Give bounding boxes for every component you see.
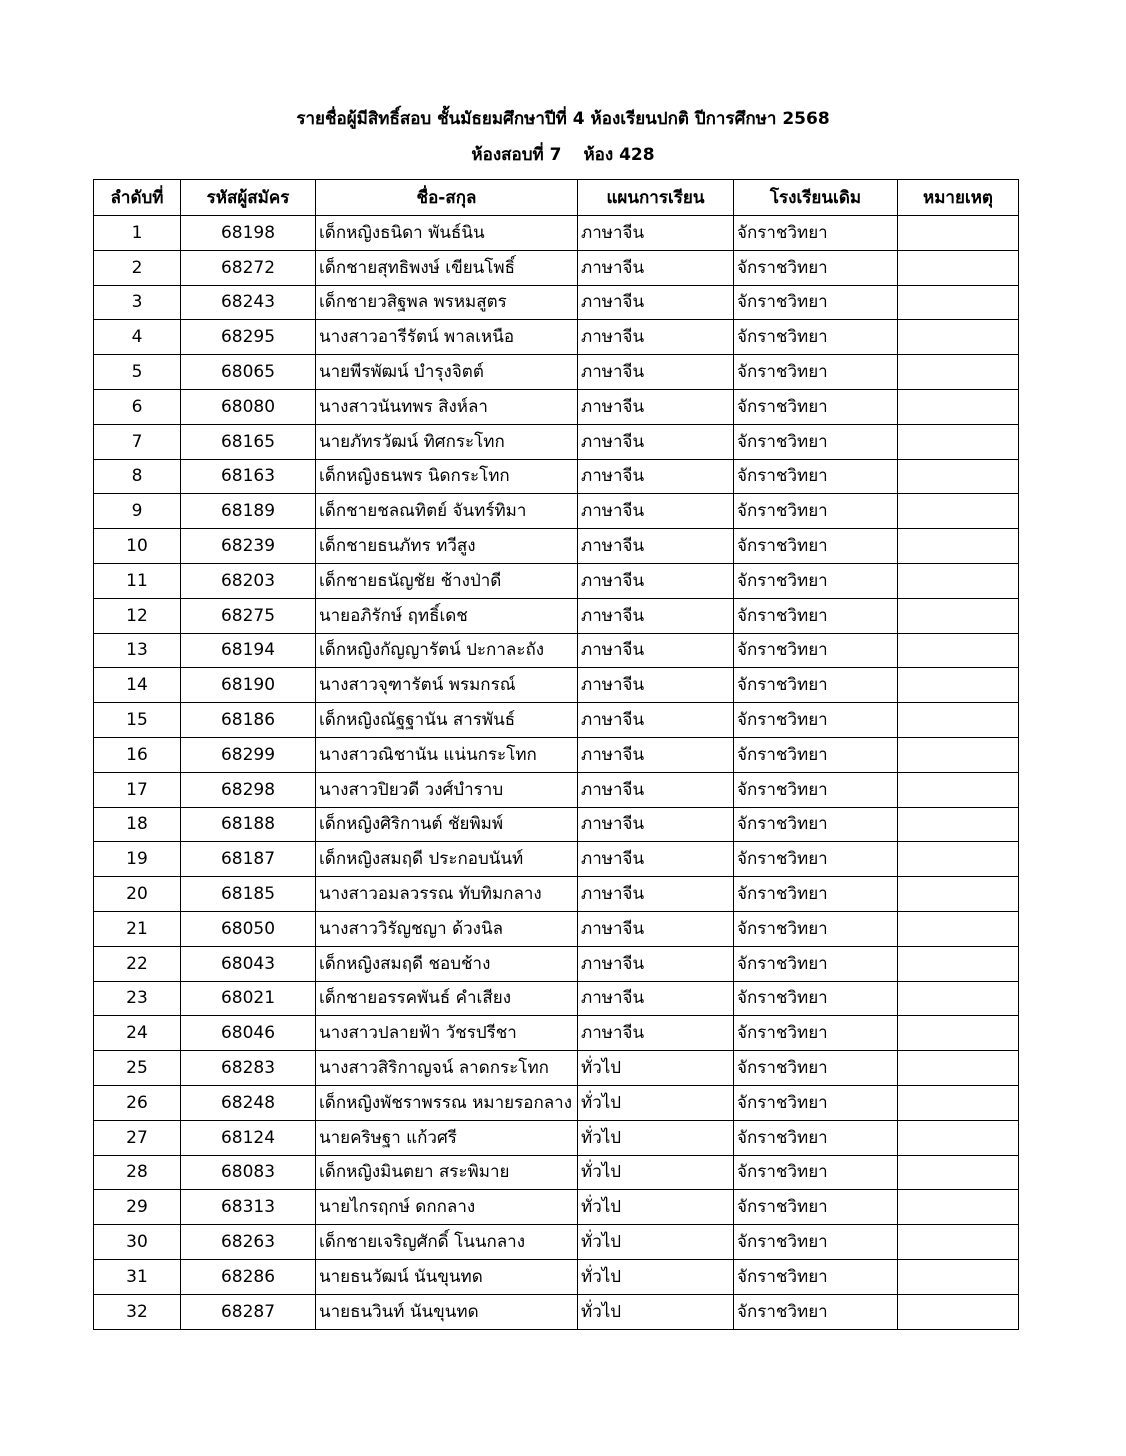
row-applicant-id-cell: 68189 [181,494,316,529]
col-header-full-name: ชื่อ-สกุล [316,180,578,216]
row-remarks-cell [898,355,1019,390]
row-remarks-cell [898,1225,1019,1260]
row-full-name-cell: เด็กหญิงพัชราพรรณ หมายรอกลาง [316,1085,578,1120]
row-order-cell: 9 [94,494,181,529]
row-previous-school-cell: จักราชวิทยา [734,772,898,807]
row-study-plan-cell: ภาษาจีน [578,250,734,285]
row-applicant-id-cell: 68065 [181,355,316,390]
row-remarks-cell [898,737,1019,772]
row-full-name-cell: เด็กหญิงสมฤดี ประกอบนันท์ [316,842,578,877]
table-row [94,563,1019,598]
row-previous-school-cell: จักราชวิทยา [734,250,898,285]
table-row [94,355,1019,390]
row-study-plan-cell: ทั่วไป [578,1259,734,1294]
row-remarks-cell [898,494,1019,529]
row-full-name-cell: เด็กชายอรรคพันธ์ คำเสียง [316,981,578,1016]
table-row [94,1294,1019,1329]
row-full-name-cell: เด็กชายชลณทิตย์ จันทร์ทิมา [316,494,578,529]
row-remarks-cell [898,877,1019,912]
row-full-name-cell: เด็กหญิงศิริกานต์ ชัยพิมพ์ [316,807,578,842]
row-applicant-id-cell: 68239 [181,529,316,564]
row-remarks-cell [898,703,1019,738]
table-row [94,1259,1019,1294]
row-previous-school-cell: จักราชวิทยา [734,1294,898,1329]
row-study-plan-cell: ภาษาจีน [578,911,734,946]
row-order-cell: 12 [94,598,181,633]
row-full-name-cell: นางสาวสิริกาญจน์ ลาดกระโทก [316,1051,578,1086]
row-order-cell: 17 [94,772,181,807]
row-order-cell: 19 [94,842,181,877]
row-remarks-cell [898,1155,1019,1190]
row-previous-school-cell: จักราชวิทยา [734,459,898,494]
row-previous-school-cell: จักราชวิทยา [734,1051,898,1086]
row-applicant-id-cell: 68165 [181,424,316,459]
table-row [94,703,1019,738]
row-applicant-id-cell: 68283 [181,1051,316,1086]
row-study-plan-cell: ภาษาจีน [578,563,734,598]
row-applicant-id-cell: 68194 [181,633,316,668]
row-remarks-cell [898,981,1019,1016]
row-full-name-cell: นางสาวอารีรัตน์ พาลเหนือ [316,320,578,355]
row-remarks-cell [898,1294,1019,1329]
row-applicant-id-cell: 68163 [181,459,316,494]
row-previous-school-cell: จักราชวิทยา [734,598,898,633]
row-order-cell: 5 [94,355,181,390]
table-row [94,459,1019,494]
row-study-plan-cell: ทั่วไป [578,1120,734,1155]
row-study-plan-cell: ภาษาจีน [578,737,734,772]
row-previous-school-cell: จักราชวิทยา [734,1085,898,1120]
row-order-cell: 25 [94,1051,181,1086]
table-row [94,389,1019,424]
row-previous-school-cell: จักราชวิทยา [734,529,898,564]
table-row [94,911,1019,946]
row-previous-school-cell: จักราชวิทยา [734,1259,898,1294]
row-full-name-cell: เด็กหญิงธนิดา พันธ์นิน [316,216,578,251]
row-previous-school-cell: จักราชวิทยา [734,1190,898,1225]
row-previous-school-cell: จักราชวิทยา [734,807,898,842]
table-row [94,946,1019,981]
table-row [94,285,1019,320]
row-previous-school-cell: จักราชวิทยา [734,494,898,529]
col-header-remarks: หมายเหตุ [898,180,1019,216]
row-study-plan-cell: ภาษาจีน [578,668,734,703]
row-applicant-id-cell: 68286 [181,1259,316,1294]
row-full-name-cell: เด็กชายเจริญศักดิ์ โนนกลาง [316,1225,578,1260]
row-applicant-id-cell: 68124 [181,1120,316,1155]
row-previous-school-cell: จักราชวิทยา [734,216,898,251]
row-applicant-id-cell: 68248 [181,1085,316,1120]
table-row [94,633,1019,668]
table-row [94,1051,1019,1086]
row-applicant-id-cell: 68275 [181,598,316,633]
row-remarks-cell [898,668,1019,703]
table-row [94,250,1019,285]
row-order-cell: 6 [94,389,181,424]
table-row [94,668,1019,703]
row-full-name-cell: นายอภิรักษ์ ฤทธิ์เดช [316,598,578,633]
row-applicant-id-cell: 68187 [181,842,316,877]
row-remarks-cell [898,563,1019,598]
row-applicant-id-cell: 68313 [181,1190,316,1225]
row-study-plan-cell: ภาษาจีน [578,877,734,912]
row-study-plan-cell: ทั่วไป [578,1294,734,1329]
row-applicant-id-cell: 68203 [181,563,316,598]
row-full-name-cell: นางสาววิรัญชญา ด้วงนิล [316,911,578,946]
row-applicant-id-cell: 68083 [181,1155,316,1190]
table-row [94,1085,1019,1120]
row-applicant-id-cell: 68021 [181,981,316,1016]
row-study-plan-cell: ทั่วไป [578,1085,734,1120]
row-previous-school-cell: จักราชวิทยา [734,668,898,703]
row-order-cell: 29 [94,1190,181,1225]
row-full-name-cell: นายธนวินท์ นันขุนทด [316,1294,578,1329]
row-order-cell: 26 [94,1085,181,1120]
row-study-plan-cell: ภาษาจีน [578,1016,734,1051]
row-order-cell: 24 [94,1016,181,1051]
row-previous-school-cell: จักราชวิทยา [734,1016,898,1051]
row-remarks-cell [898,911,1019,946]
row-full-name-cell: เด็กหญิงสมฤดี ชอบช้าง [316,946,578,981]
table-row [94,981,1019,1016]
row-order-cell: 8 [94,459,181,494]
row-full-name-cell: เด็กหญิงมินตยา สระพิมาย [316,1155,578,1190]
row-study-plan-cell: ภาษาจีน [578,598,734,633]
row-previous-school-cell: จักราชวิทยา [734,911,898,946]
table-row [94,1155,1019,1190]
row-order-cell: 16 [94,737,181,772]
row-applicant-id-cell: 68263 [181,1225,316,1260]
col-header-previous-school: โรงเรียนเดิม [734,180,898,216]
row-remarks-cell [898,1051,1019,1086]
row-study-plan-cell: ภาษาจีน [578,842,734,877]
row-full-name-cell: นางสาวณิชานัน แน่นกระโทก [316,737,578,772]
table-row [94,877,1019,912]
row-study-plan-cell: ทั่วไป [578,1051,734,1086]
row-order-cell: 21 [94,911,181,946]
table-row [94,494,1019,529]
row-applicant-id-cell: 68188 [181,807,316,842]
row-previous-school-cell: จักราชวิทยา [734,1225,898,1260]
row-remarks-cell [898,424,1019,459]
row-remarks-cell [898,1120,1019,1155]
row-order-cell: 10 [94,529,181,564]
row-study-plan-cell: ภาษาจีน [578,459,734,494]
row-study-plan-cell: ทั่วไป [578,1155,734,1190]
row-remarks-cell [898,285,1019,320]
row-full-name-cell: นางสาวปลายฟ้า วัชรปรีชา [316,1016,578,1051]
row-order-cell: 13 [94,633,181,668]
row-full-name-cell: เด็กชายธนภัทร ทวีสูง [316,529,578,564]
row-study-plan-cell: ภาษาจีน [578,981,734,1016]
row-order-cell: 4 [94,320,181,355]
row-previous-school-cell: จักราชวิทยา [734,842,898,877]
row-remarks-cell [898,389,1019,424]
table-row [94,737,1019,772]
table-header-row [94,180,1019,216]
row-full-name-cell: นางสาวนันทพร สิงห์ลา [316,389,578,424]
row-remarks-cell [898,1085,1019,1120]
col-header-study-plan: แผนการเรียน [578,180,734,216]
exam-room-number: ห้องสอบที่ 7 [471,145,562,165]
row-study-plan-cell: ภาษาจีน [578,633,734,668]
row-study-plan-cell: ทั่วไป [578,1225,734,1260]
row-remarks-cell [898,807,1019,842]
row-study-plan-cell: ภาษาจีน [578,285,734,320]
row-remarks-cell [898,1259,1019,1294]
document-title: รายชื่อผู้มีสิทธิ์สอบ ชั้นมัธยมศึกษาปีที่ 4 ห้องเรียนปกติ ปีการศึกษา 2568 [296,109,830,129]
candidate-table [93,179,1019,1330]
row-full-name-cell: นายธนวัฒน์ นันขุนทด [316,1259,578,1294]
row-remarks-cell [898,529,1019,564]
row-remarks-cell [898,946,1019,981]
table-row [94,1225,1019,1260]
row-study-plan-cell: ภาษาจีน [578,216,734,251]
row-study-plan-cell: ภาษาจีน [578,703,734,738]
row-remarks-cell [898,1190,1019,1225]
row-applicant-id-cell: 68287 [181,1294,316,1329]
row-full-name-cell: นายพีรพัฒน์ บำรุงจิตต์ [316,355,578,390]
row-applicant-id-cell: 68186 [181,703,316,738]
row-remarks-cell [898,1016,1019,1051]
table-row [94,424,1019,459]
row-study-plan-cell: ภาษาจีน [578,424,734,459]
row-order-cell: 18 [94,807,181,842]
row-previous-school-cell: จักราชวิทยา [734,877,898,912]
row-previous-school-cell: จักราชวิทยา [734,633,898,668]
row-applicant-id-cell: 68272 [181,250,316,285]
row-study-plan-cell: ภาษาจีน [578,320,734,355]
table-row [94,320,1019,355]
row-study-plan-cell: ภาษาจีน [578,807,734,842]
row-applicant-id-cell: 68050 [181,911,316,946]
table-row [94,216,1019,251]
row-order-cell: 11 [94,563,181,598]
row-order-cell: 22 [94,946,181,981]
table-row [94,807,1019,842]
row-full-name-cell: นางสาวอมลวรรณ ทับทิมกลาง [316,877,578,912]
row-full-name-cell: เด็กชายธนัญชัย ช้างป่าดี [316,563,578,598]
row-full-name-cell: นายภัทรวัฒน์ ทิศกระโทก [316,424,578,459]
row-study-plan-cell: ภาษาจีน [578,946,734,981]
row-previous-school-cell: จักราชวิทยา [734,1155,898,1190]
table-row [94,1190,1019,1225]
row-order-cell: 23 [94,981,181,1016]
row-remarks-cell [898,633,1019,668]
col-header-order: ลำดับที่ [94,180,181,216]
row-full-name-cell: เด็กชายวสิฐพล พรหมสูตร [316,285,578,320]
row-full-name-cell: เด็กหญิงธนพร นิดกระโทก [316,459,578,494]
row-remarks-cell [898,320,1019,355]
row-study-plan-cell: ภาษาจีน [578,772,734,807]
row-remarks-cell [898,459,1019,494]
row-applicant-id-cell: 68295 [181,320,316,355]
row-previous-school-cell: จักราชวิทยา [734,285,898,320]
row-applicant-id-cell: 68190 [181,668,316,703]
row-study-plan-cell: ภาษาจีน [578,529,734,564]
row-applicant-id-cell: 68198 [181,216,316,251]
row-applicant-id-cell: 68046 [181,1016,316,1051]
row-order-cell: 2 [94,250,181,285]
row-order-cell: 28 [94,1155,181,1190]
row-applicant-id-cell: 68043 [181,946,316,981]
row-previous-school-cell: จักราชวิทยา [734,1120,898,1155]
row-remarks-cell [898,772,1019,807]
row-previous-school-cell: จักราชวิทยา [734,946,898,981]
row-previous-school-cell: จักราชวิทยา [734,424,898,459]
row-full-name-cell: เด็กหญิงกัญญารัตน์ ปะกาละถัง [316,633,578,668]
row-order-cell: 3 [94,285,181,320]
row-order-cell: 14 [94,668,181,703]
row-remarks-cell [898,842,1019,877]
row-applicant-id-cell: 68185 [181,877,316,912]
row-full-name-cell: เด็กหญิงณัฐฐานัน สารพันธ์ [316,703,578,738]
row-previous-school-cell: จักราชวิทยา [734,737,898,772]
col-header-applicant-id: รหัสผู้สมัคร [181,180,316,216]
row-order-cell: 31 [94,1259,181,1294]
row-full-name-cell: นายไกรฤกษ์ ดกกลาง [316,1190,578,1225]
row-order-cell: 27 [94,1120,181,1155]
row-order-cell: 32 [94,1294,181,1329]
row-study-plan-cell: ทั่วไป [578,1190,734,1225]
row-remarks-cell [898,250,1019,285]
row-remarks-cell [898,216,1019,251]
row-applicant-id-cell: 68080 [181,389,316,424]
table-row [94,1016,1019,1051]
table-row [94,529,1019,564]
row-full-name-cell: นายคริษฐา แก้วศรี [316,1120,578,1155]
row-remarks-cell [898,598,1019,633]
classroom-number: ห้อง 428 [583,145,655,165]
row-full-name-cell: นางสาวปิยวดี วงศ์บำราบ [316,772,578,807]
row-applicant-id-cell: 68299 [181,737,316,772]
row-study-plan-cell: ภาษาจีน [578,494,734,529]
table-row [94,598,1019,633]
table-row [94,772,1019,807]
row-order-cell: 15 [94,703,181,738]
row-order-cell: 20 [94,877,181,912]
row-study-plan-cell: ภาษาจีน [578,355,734,390]
row-order-cell: 1 [94,216,181,251]
row-previous-school-cell: จักราชวิทยา [734,389,898,424]
row-study-plan-cell: ภาษาจีน [578,389,734,424]
row-previous-school-cell: จักราชวิทยา [734,355,898,390]
row-previous-school-cell: จักราชวิทยา [734,320,898,355]
row-full-name-cell: นางสาวจุฑารัตน์ พรมกรณ์ [316,668,578,703]
row-order-cell: 7 [94,424,181,459]
table-row [94,1120,1019,1155]
row-applicant-id-cell: 68298 [181,772,316,807]
row-previous-school-cell: จักราชวิทยา [734,703,898,738]
table-row [94,842,1019,877]
row-applicant-id-cell: 68243 [181,285,316,320]
row-previous-school-cell: จักราชวิทยา [734,563,898,598]
row-full-name-cell: เด็กชายสุทธิพงษ์ เขียนโพธิ์ [316,250,578,285]
exam-room-subtitle [0,144,1126,166]
row-order-cell: 30 [94,1225,181,1260]
row-previous-school-cell: จักราชวิทยา [734,981,898,1016]
